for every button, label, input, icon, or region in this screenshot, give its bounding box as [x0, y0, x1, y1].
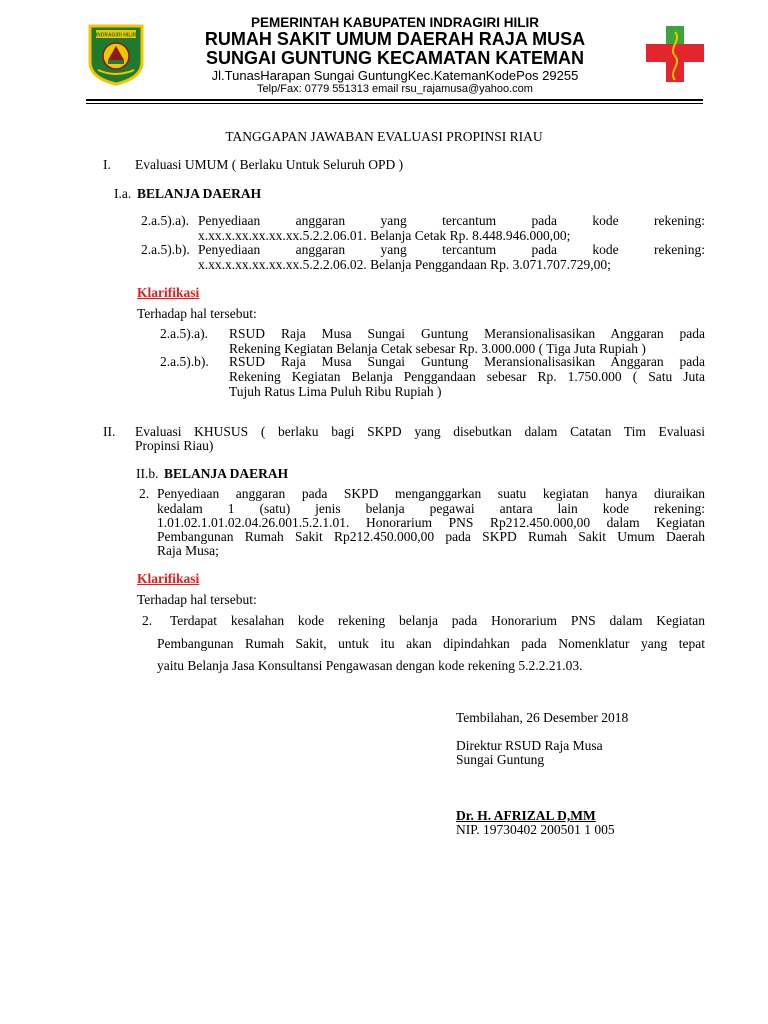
answer-line: yaitu Belanja Jasa Konsultansi Pengawasan dengan kode rekening 5.2.2.21.03.: [157, 658, 583, 673]
section2-sub-number: II.b.: [136, 466, 159, 481]
logo-banner-text: INDRAGIRI HILIR: [95, 32, 137, 39]
klarifikasi-label: Klarifikasi: [137, 285, 200, 300]
item-number: 2.: [139, 486, 150, 501]
answer-line: Tujuh Ratus Lima Puluh Ribu Rupiah ): [229, 384, 442, 399]
header-location: SUNGAI GUNTUNG KECAMATAN KATEMAN: [206, 48, 584, 68]
answer-code: 2.a.5).a).: [160, 326, 208, 341]
klarifikasi-intro: Terhadap hal tersebut:: [137, 306, 257, 321]
section2-heading-cont: Propinsi Riau): [135, 438, 214, 453]
item-line: 1.01.02.1.01.02.04.26.001.5.2.1.01. Honorarium PNS Rp212.450.000,00 dalam Kegiatan: [157, 515, 705, 530]
section1-sub-number: I.a.: [114, 186, 132, 201]
item-line: Penyediaan anggaran yang tercantum pada kode rekening:: [198, 213, 705, 228]
section2-heading: Evaluasi KHUSUS ( berlaku bagi SKPD yang disebutkan dalam Catatan Tim Evaluasi: [135, 424, 705, 439]
regency-logo: [86, 22, 146, 86]
signature-place-date: Tembilahan, 26 Desember 2018: [456, 710, 629, 725]
answer-line: Rekening Kegiatan Belanja Penggandaan sebesar Rp. 1.750.000 ( Satu Juta: [229, 369, 705, 384]
klarifikasi-label: Klarifikasi: [137, 571, 200, 586]
answer-line: Pembangunan Rumah Sakit, untuk itu akan dipindahkan pada Nomenklatur yang tepat: [157, 636, 705, 651]
item-line: Penyediaan anggaran pada SKPD menganggarkan suatu kegiatan hanya diuraikan: [157, 486, 705, 501]
signatory-nip: NIP. 19730402 200501 1 005: [456, 822, 615, 837]
answer-line: Rekening Kegiatan Belanja Cetak sebesar Rp. 3.000.000 ( Tiga Juta Rupiah ): [229, 341, 646, 356]
section1-sub-heading: BELANJA DAERAH: [137, 186, 262, 201]
answer-number: 2.: [142, 613, 153, 628]
header-divider: [86, 99, 703, 101]
answer-code: 2.a.5).b).: [160, 354, 209, 369]
answer-line: Terdapat kesalahan kode rekening belanja pada Honorarium PNS dalam Kegiatan: [170, 613, 705, 628]
klarifikasi-intro: Terhadap hal tersebut:: [137, 592, 257, 607]
item-line: Raja Musa;: [157, 543, 219, 558]
signature-role-cont: Sungai Guntung: [456, 752, 545, 767]
item-line: kedalam 1 (satu) jenis belanja pegawai antara lain kode rekening:: [157, 501, 705, 516]
document-title: TANGGAPAN JAWABAN EVALUASI PROPINSI RIAU: [225, 129, 543, 144]
section1-heading: Evaluasi UMUM ( Berlaku Untuk Seluruh OPD ): [135, 157, 404, 172]
signatory-name: Dr. H. AFRIZAL D,MM: [456, 808, 596, 823]
section1-number: I.: [103, 157, 111, 172]
item-line: Penyediaan anggaran yang tercantum pada kode rekening:: [198, 242, 705, 257]
answer-line: RSUD Raja Musa Sungai Guntung Meransionalisasikan Anggaran pada: [229, 326, 705, 341]
answer-line: RSUD Raja Musa Sungai Guntung Meransionalisasikan Anggaran pada: [229, 354, 705, 369]
header-contact: Telp/Fax: 0779 551313 email rsu_rajamusa@yahoo.com: [257, 83, 533, 95]
header-divider-thin: [86, 103, 703, 104]
item-code: 2.a.5).a).: [141, 213, 189, 228]
health-cross-icon: [642, 22, 708, 86]
header-hospital-name: RUMAH SAKIT UMUM DAERAH RAJA MUSA: [204, 29, 586, 49]
header-government: PEMERINTAH KABUPATEN INDRAGIRI HILIR: [251, 15, 539, 30]
item-line: Pembangunan Rumah Sakit Rp212.450.000,00 pada SKPD Rumah Sakit Umum Daerah: [157, 529, 705, 544]
item-code: 2.a.5).b).: [141, 242, 190, 257]
header-address: Jl.TunasHarapan Sungai GuntungKec.KatemanKodePos 29255: [211, 68, 579, 83]
item-line: x.xx.x.xx.xx.xx.xx.5.2.2.06.01. Belanja Cetak Rp. 8.448.946.000,00;: [198, 228, 571, 243]
item-line: x.xx.x.xx.xx.xx.xx.5.2.2.06.02. Belanja Penggandaan Rp. 3.071.707.729,00;: [198, 257, 611, 272]
section2-sub-heading: BELANJA DAERAH: [164, 466, 289, 481]
signature-role: Direktur RSUD Raja Musa: [456, 738, 603, 753]
section2-number: II.: [103, 424, 116, 439]
